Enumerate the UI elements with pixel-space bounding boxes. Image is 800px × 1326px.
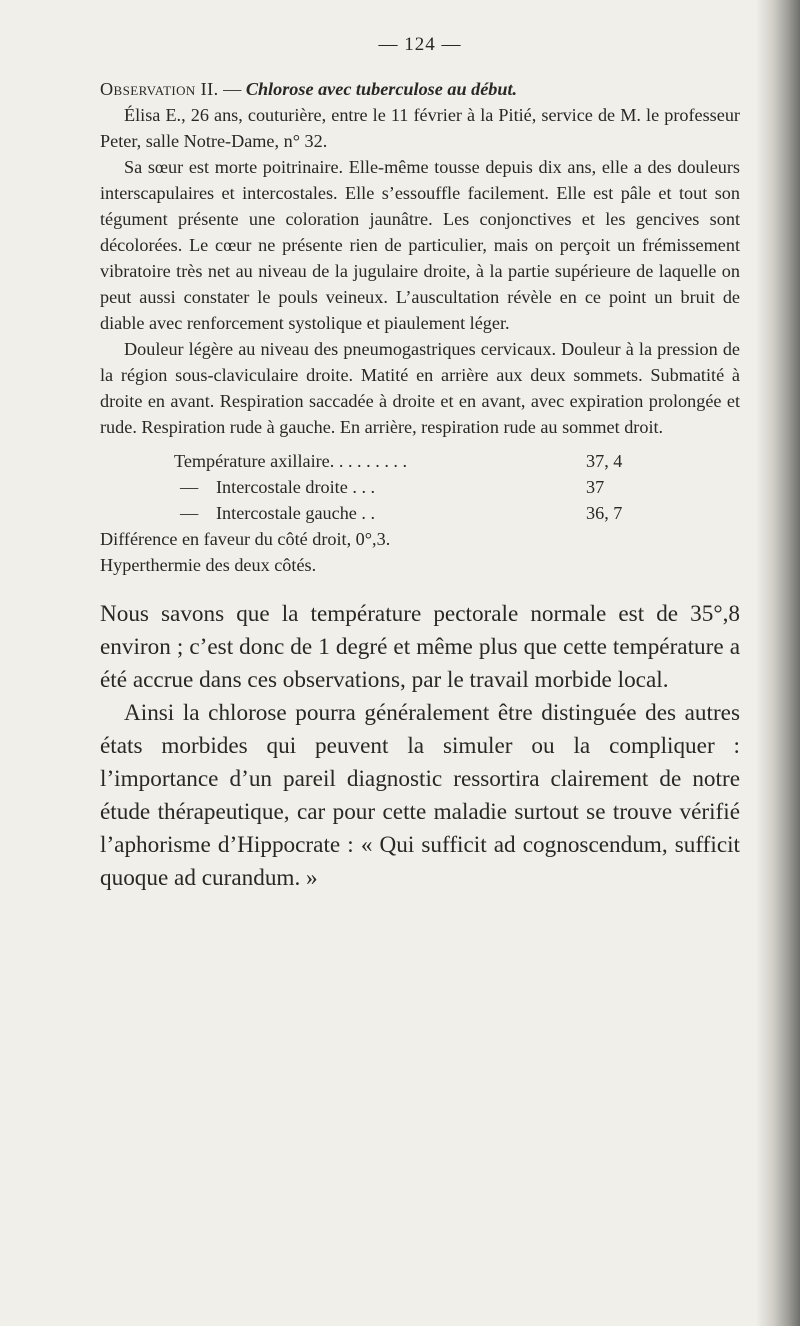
paragraph-pectoral-temperature: Nous savons que la température pectorale normale est de 35°,8 environ ; c’est donc de 1 degré et même plus que cette température a été accrue dans ces observations, par le travail morbide local. — [100, 601, 740, 693]
difference-note: Différence en faveur du côté droit, 0°,3. — [100, 529, 391, 549]
paragraph-conclusion: Ainsi la chlorose pourra généralement être distinguée des autres états morbides qui peuvent la simuler ou la compliquer : l’importance d’un pareil diagnostic ressortira clairement de notre étude thérapeutique, car pour cette maladie surtout se trouve vérifié l’aphorisme d’Hippocrate : « Qui sufficit ad cognoscendum, sufficit quoque ad curandum. » — [100, 700, 740, 891]
temperature-value: 37 — [586, 477, 605, 497]
paragraph-exam: Douleur légère au niveau des pneumogastriques cervicaux. Douleur à la pression de la région sous-claviculaire droite. Matité en arrière aux deux sommets. Submatité à droite en avant. Respiration saccadée à droite et en avant, avec expiration prolongée et rude. Respiration rude à gauche. En arrière, respiration rude au sommet droit. — [100, 339, 740, 437]
book-page — [100, 32, 740, 895]
page-edge-shadow — [756, 0, 800, 1326]
observation-heading — [100, 76, 740, 102]
temperature-label: Intercostale gauche . . — [216, 503, 376, 523]
observation-section — [100, 76, 740, 440]
paragraph-patient: Élisa E., 26 ans, couturière, entre le 11 février à la Pitié, service de M. le professeur Peter, salle Notre-Dame, n° 32. — [100, 105, 740, 151]
observation-title: Chlorose avec tuberculose au début. — [245, 79, 518, 99]
observation-dash: — — [218, 79, 246, 99]
commentary-section — [100, 598, 740, 895]
temperature-label: Intercostale droite . . . — [216, 477, 376, 497]
temperature-row — [100, 500, 740, 526]
hyperthermia-note: Hyperthermie des deux côtés. — [100, 555, 317, 575]
temperature-dash: — — [180, 477, 199, 497]
observation-label: Observation II. — [100, 79, 219, 99]
temperature-table — [100, 448, 740, 526]
temperature-value: 37, 4 — [586, 451, 623, 471]
temperature-value: 36, 7 — [586, 503, 623, 523]
temperature-dash: — — [180, 503, 199, 523]
temperature-row — [100, 448, 740, 474]
temperature-label: Température axillaire. . . . . . . . . — [174, 451, 408, 471]
temperature-row — [100, 474, 740, 500]
paragraph-history: Sa sœur est morte poitrinaire. Elle-même tousse depuis dix ans, elle a des douleurs interscapulaires et intercostales. Elle s’essouffle facilement. Elle est pâle et tout son tégument présente une coloration jaunâtre. Les conjonctives et les gencives sont décolorées. Le cœur ne présente rien de particulier, mais on perçoit un frémissement vibratoire très net au niveau de la jugulaire droite, à la partie supérieure de laquelle on peut aussi constater le pouls veineux. L’auscultation révèle en ce point un bruit de diable avec renforcement systolique et piaulement léger. — [100, 157, 740, 333]
page-number: — 124 — — [378, 34, 462, 55]
